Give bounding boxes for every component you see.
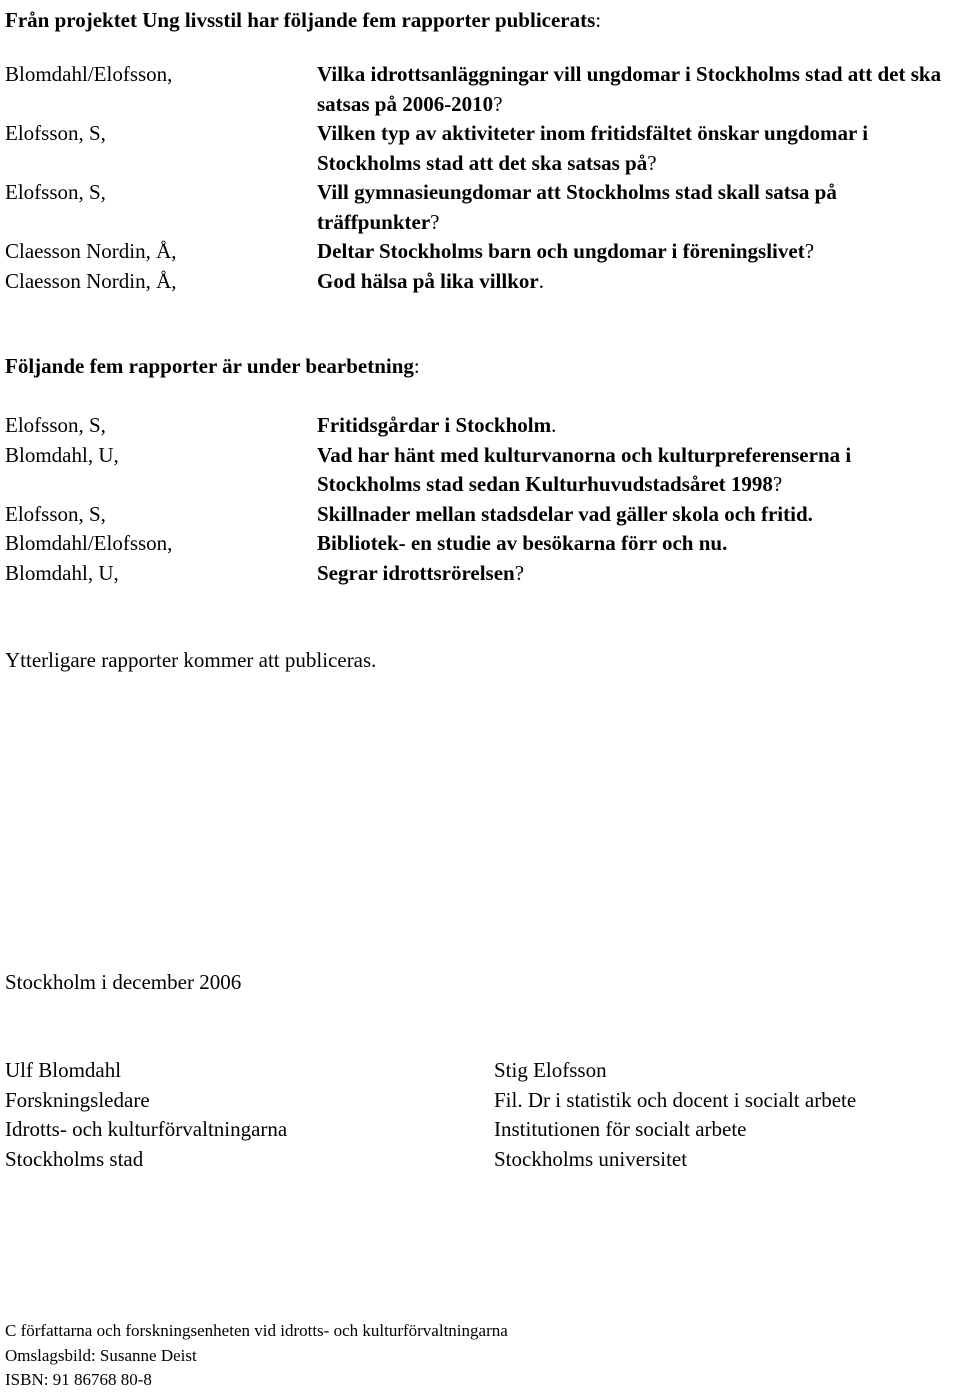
published-heading-text: Från projektet Ung livsstil har följande fem rapporter publicerats xyxy=(5,8,596,32)
report-title xyxy=(317,500,960,530)
in-progress-heading xyxy=(5,352,960,382)
more-reports-note: Ytterligare rapporter kommer att publiceras. xyxy=(5,648,377,672)
signature-organisation: Stockholms stad xyxy=(5,1146,144,1171)
report-title-text: Segrar idrottsrörelsen xyxy=(317,560,515,585)
copyright-line: C författarna och forskningsenheten vid idrotts- och kulturförvaltningarna xyxy=(5,1321,508,1340)
report-title-suffix: . xyxy=(538,268,544,293)
report-title xyxy=(317,267,960,297)
published-heading-suffix: : xyxy=(595,8,602,32)
report-author: Elofsson, S, xyxy=(5,121,106,145)
report-title-text: Fritidsgårdar i Stockholm xyxy=(317,413,552,437)
in-progress-heading-suffix: : xyxy=(413,354,420,378)
report-title xyxy=(317,178,960,237)
report-author: Claesson Nordin, Å, xyxy=(5,239,177,263)
report-title-text: Vilka idrottsanläggningar vill ungdomar i Stockholms stad att det ska satsas på 2006-2010 xyxy=(317,62,942,116)
report-author: Elofsson, S, xyxy=(5,413,106,437)
report-author: Claesson Nordin, Å, xyxy=(5,268,177,293)
report-title-text: Vill gymnasieungdomar att Stockholms stad skall satsa på träffpunkter xyxy=(317,180,837,234)
report-title-text: Bibliotek- en studie av besökarna förr och nu. xyxy=(317,531,728,555)
signature-elofsson xyxy=(494,1056,954,1174)
report-author: Blomdahl/Elofsson, xyxy=(5,62,173,86)
report-title-suffix: ? xyxy=(514,560,525,585)
report-title-text: Vilken typ av aktiviteter inom fritidsfältet önskar ungdomar i Stockholms stad att det ska satsas på xyxy=(317,121,869,175)
report-title xyxy=(317,60,960,119)
published-list xyxy=(5,60,960,296)
report-title xyxy=(317,237,960,267)
report-title xyxy=(317,119,960,178)
list-item xyxy=(5,60,960,119)
list-item xyxy=(5,267,960,297)
isbn: ISBN: 91 86768 80-8 xyxy=(5,1370,152,1389)
published-heading xyxy=(5,6,960,36)
list-item xyxy=(5,559,960,589)
report-title-suffix: ? xyxy=(772,472,783,496)
in-progress-list xyxy=(5,411,960,588)
report-title xyxy=(317,441,960,500)
list-item xyxy=(5,237,960,267)
list-item xyxy=(5,119,960,178)
signature-organisation: Stockholms universitet xyxy=(494,1146,688,1171)
report-title-text: God hälsa på lika villkor xyxy=(317,268,539,293)
signature-name: Ulf Blomdahl xyxy=(5,1058,122,1082)
published-section xyxy=(5,6,960,36)
report-author: Blomdahl, U, xyxy=(5,560,119,585)
report-title-suffix: ? xyxy=(647,150,657,175)
report-title-suffix: ? xyxy=(430,209,440,234)
report-title xyxy=(317,559,960,589)
signature-department: Idrotts- och kulturförvaltningarna xyxy=(5,1117,288,1141)
signature-department: Institutionen för socialt arbete xyxy=(494,1117,747,1141)
report-author: Elofsson, S, xyxy=(5,180,106,204)
report-title-suffix: ? xyxy=(804,239,815,263)
report-author: Elofsson, S, xyxy=(5,501,106,526)
footer xyxy=(5,1319,508,1393)
signature-name: Stig Elofsson xyxy=(494,1058,607,1082)
list-item xyxy=(5,411,960,441)
report-title-suffix: . xyxy=(551,413,557,437)
report-author: Blomdahl, U, xyxy=(5,442,119,467)
list-item xyxy=(5,178,960,237)
report-author: Blomdahl/Elofsson, xyxy=(5,531,173,555)
dateline: Stockholm i december 2006 xyxy=(5,970,242,994)
list-item xyxy=(5,500,960,530)
report-title-text: Deltar Stockholms barn och ungdomar i föreningslivet xyxy=(317,239,805,263)
list-item xyxy=(5,441,960,500)
signature-role: Forskningsledare xyxy=(5,1087,150,1112)
report-title-text: Skillnader mellan stadsdelar vad gäller skola och fritid. xyxy=(317,501,813,526)
report-title xyxy=(317,529,960,559)
report-title-suffix: ? xyxy=(493,91,503,116)
signature-role: Fil. Dr i statistik och docent i socialt arbete xyxy=(494,1087,857,1112)
in-progress-section xyxy=(5,352,960,382)
report-title xyxy=(317,411,960,441)
in-progress-heading-text: Följande fem rapporter är under bearbetning xyxy=(5,354,414,378)
signature-blomdahl xyxy=(5,1056,475,1174)
list-item xyxy=(5,529,960,559)
cover-credit: Omslagsbild: Susanne Deist xyxy=(5,1345,197,1365)
report-title-text: Vad har hänt med kulturvanorna och kulturpreferenserna i Stockholms stad sedan Kulturhuvudstadsåret 1998 xyxy=(317,442,852,496)
